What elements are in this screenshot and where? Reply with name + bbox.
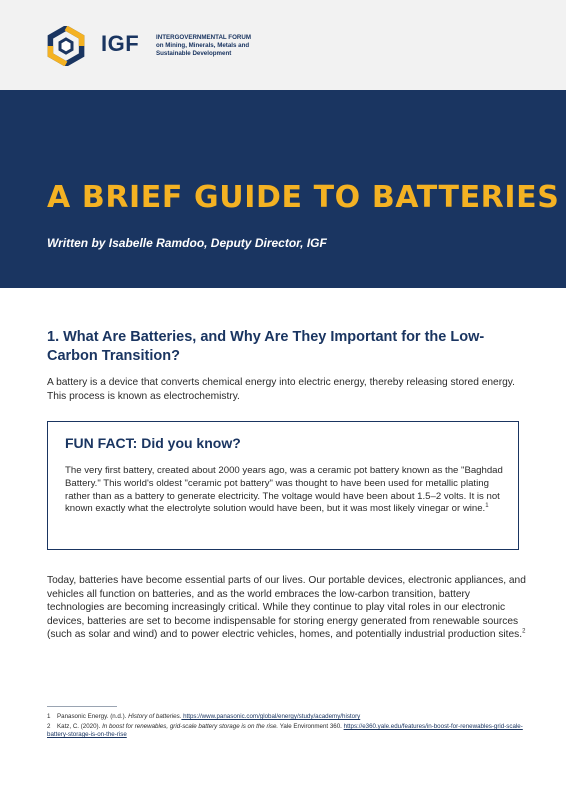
footnote-title: History of batteries. bbox=[128, 713, 182, 720]
body-paragraph-text: Today, batteries have become essential parts of our lives. Our portable devices, electronic appliances, and vehicles all function on batteries, and as the world embraces the low-carbon transition, battery technologies are becoming increasingly critical. While they continue to play vital roles in our electronic devices, batteries are set to become indispensable for storing energy generated from renewable sources (such as solar and wind) and to power electric vehicles, homes, and potentially industrial production sites. bbox=[47, 575, 526, 641]
footnote-source: Yale Environment 360. bbox=[278, 723, 344, 730]
footnote-text: Katz, C. (2020). bbox=[57, 723, 103, 730]
footnote-2 bbox=[47, 723, 527, 739]
document-title: A BRIEF GUIDE TO BATTERIES bbox=[47, 180, 560, 215]
footnote-text: Panasonic Energy. (n.d.). bbox=[57, 713, 129, 720]
org-name: INTERGOVERNMENTAL FORUM on Mining, Minerals, Metals and Sustainable Development bbox=[156, 34, 251, 58]
footnote-link[interactable]: https://e360.yale.edu/features/in-boost-for-renewables-grid-scale-battery-storage-is-on-the-rise bbox=[47, 723, 523, 738]
footnote-ref-1[interactable]: 1 bbox=[485, 503, 489, 510]
footnote-number: 1 bbox=[47, 713, 51, 720]
section-heading: 1. What Are Batteries, and Why Are They Important for the Low-Carbon Transition? bbox=[47, 329, 485, 364]
fun-fact-text bbox=[65, 465, 505, 516]
igf-logo-icon bbox=[46, 26, 86, 66]
footnote-1 bbox=[47, 713, 527, 721]
logo-text: IGF bbox=[101, 31, 140, 56]
footnote-divider bbox=[47, 706, 117, 707]
fun-fact-title: FUN FACT: Did you know? bbox=[65, 435, 241, 451]
page-header bbox=[0, 0, 566, 90]
fun-fact-box bbox=[47, 421, 519, 550]
footnote-ref-2[interactable]: 2 bbox=[522, 628, 526, 635]
fun-fact-body: The very first battery, created about 2000 years ago, was a ceramic pot battery known as the "Baghdad Battery." This world's oldest "ceramic pot battery" was thought to have been used for metallic plating rather than as a battery to generate electricity. The voltage would have been about 1.5–2 volts. It is not known exactly what the electrolyte solution would have been, but it was most likely vinegar or wine. bbox=[65, 465, 503, 515]
body-paragraph bbox=[47, 574, 527, 642]
footnote-title: In boost for renewables, grid-scale battery storage is on the rise. bbox=[102, 723, 279, 730]
byline: Written by Isabelle Ramdoo, Deputy Director, IGF bbox=[47, 236, 327, 250]
intro-paragraph: A battery is a device that converts chemical energy into electric energy, thereby releasing stored energy. This process is known as electrochemistry. bbox=[47, 377, 515, 402]
footnote-link[interactable]: https://www.panasonic.com/global/energy/study/academy/history bbox=[181, 713, 361, 720]
footnote-number: 2 bbox=[47, 723, 51, 730]
